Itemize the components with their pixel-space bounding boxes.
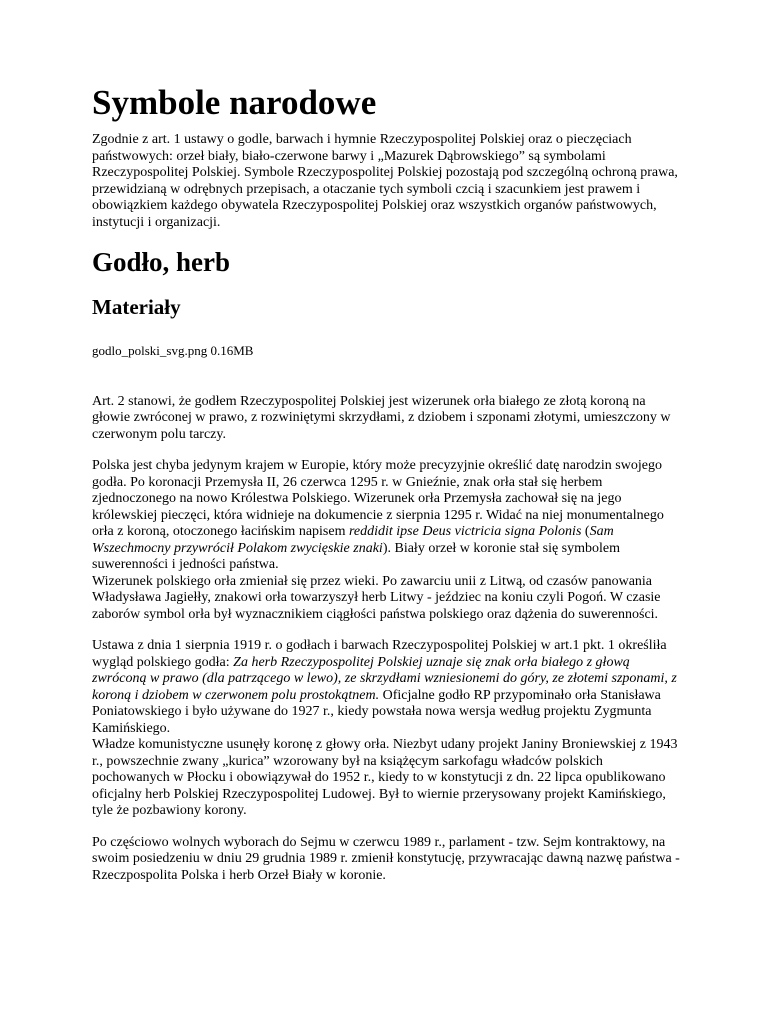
law-1919-paragraph: [92, 638, 684, 820]
communist-era-text: Władze komunistyczne usunęły koronę z głowy orła. Niezbyt udany projekt Janiny Broniewskiej z 1943 r., powszechnie zwany „kurica” wzorowany był na książęcym sarkofagu władców polskich pochowanych w Płocku i obowiązywał do 1952 r., kiedy to w konstytucji z dn. 22 lipca opublikowano oficjalny herb Polskiej Rzeczypospolitej Ludowej. Był to wiernie przerysowany projekt Kamińskiego, tyle że pozbawiony korony.: [92, 737, 678, 818]
law-1919-text-1: Ustawa z dnia 1 sierpnia 1919 r. o godłach i barwach Rzeczypospolitej Polskiej w art.1 pkt. 1 określiła wygląd polskiego godła:: [92, 638, 667, 670]
attachment-link[interactable]: godlo_polski_svg.png: [92, 343, 208, 358]
intro-paragraph: Zgodnie z art. 1 ustawy o godle, barwach i hymnie Rzeczypospolitej Polskiej oraz o pieczęciach państwowych: orzeł biały, biało-czerwone barwy i „Mazurek Dąbrowskiego” są symbolami Rzeczypospolitej Polskiej. Symbole Rzeczypospolitej Polskiej pozostają pod szczególną ochroną prawa, przewidzianą w odrębnych przepisach, a otaczanie tych symboli czcią i szacunkiem jest prawem i obowiązkiem każdego obywatela Rzeczypospolitej Polskiej oraz wszystkich organów państwowych, instytucji i organizacji.: [92, 132, 678, 230]
subsection-heading-materialy: Materiały: [92, 295, 181, 319]
law-1919-quote: Za herb Rzeczypospolitej Polskiej uznaje się znak orła białego z głową zwróconą w prawo (dla patrzącego w lewo), ze skrzydłami wzniesionemi do góry, ze złotemi szponami, z koroną i dziobem w czerwonem polu prostokątnem.: [92, 654, 677, 703]
section-heading-godlo: Godło, herb: [92, 247, 231, 277]
article-2-paragraph: Art. 2 stanowi, że godłem Rzeczypospolitej Polskiej jest wizerunek orła białego ze złotą koroną na głowie zwróconej w prawo, z rozwiniętymi skrzydłami, z dziobem i szponami złotymi, umieszczony w czerwonym polu tarczy.: [92, 393, 671, 442]
history-text-3: Wizerunek polskiego orła zmieniał się przez wieki. Po zawarciu unii z Litwą, od czasów panowania Władysława Jagiełły, znakowi orła towarzyszył herb Litwy - jeździec na koniu czyli Pogoń. W czasie zaborów symbol orła był wyznacznikiem ciągłości państwa polskiego oraz dążenia do suwerenności.: [92, 573, 661, 622]
document-page: [92, 82, 684, 899]
attachment-size: 0.16MB: [210, 343, 254, 358]
history-paragraph: [92, 458, 684, 623]
year-1989-paragraph: Po częściowo wolnych wyborach do Sejmu w czerwcu 1989 r., parlament - tzw. Sejm kontraktowy, na swoim posiedzeniu w dniu 29 grudnia 1989 r. zmienił konstytucję, przywracając dawną nazwę państwa - Rzeczpospolita Polska i herb Orzeł Biały w koronie.: [92, 834, 680, 883]
history-text-2: ). Biały orzeł w koronie stał się symbolem suwerenności i jedności państwa.: [92, 540, 621, 572]
page-title: Symbole narodowe: [92, 83, 377, 122]
latin-inscription: reddidit ipse Deus victricia signa Polonis: [348, 524, 582, 539]
attachment-line: [92, 343, 684, 360]
law-1919-text-2: Oficjalne godło RP przypominało orła Stanisława Poniatowskiego i było używane do 1927 r., kiedy powstała nowa wersja według projektu Zygmunta Kamińskiego.: [92, 687, 661, 736]
latin-translation: Sam Wszechmocny przywrócił Polakom zwycięskie znaki: [92, 524, 614, 556]
history-paren-open: (: [581, 524, 590, 539]
history-text-1: Polska jest chyba jedynym krajem w Europie, który może precyzyjnie określić datę narodzin swojego godła. Po koronacji Przemysła II, 26 czerwca 1295 r. w Gnieźnie, znak orła stał się herbem zjednoczonego na nowo Królestwa Polskiego. Wizerunek orła Przemysła zachował się na jego królewskiej pieczęci, która widnieje na dokumencie z sierpnia 1295 r. Widać na niej monumentalnego orła z koroną, otoczonego łacińskim napisem: [92, 458, 664, 539]
